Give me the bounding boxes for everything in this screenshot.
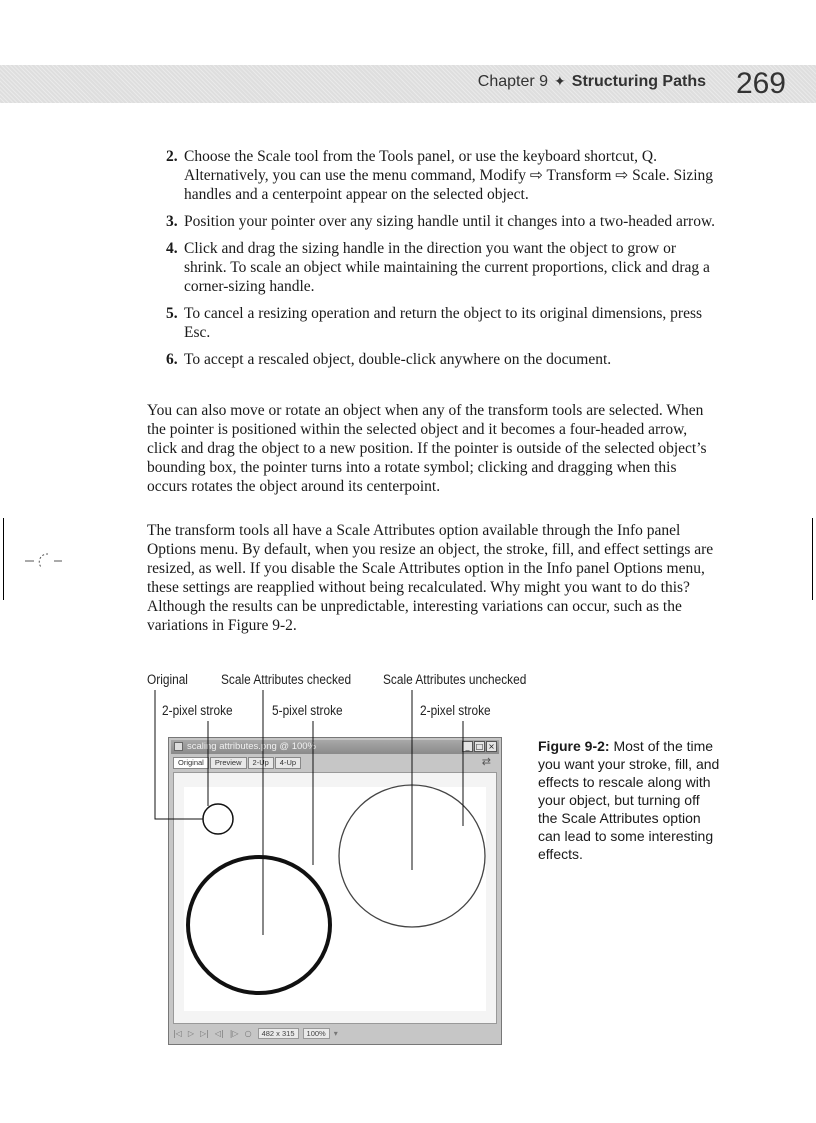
step-number: 5. — [166, 305, 178, 322]
step-number: 2. — [166, 148, 178, 165]
tab-4-up: 4-Up — [275, 757, 301, 769]
label-checked-stroke: 5-pixel stroke — [272, 703, 343, 718]
step-text: To cancel a resizing operation and return the object to its original dimensions, press Esc. — [184, 305, 703, 341]
scaled-circle-thick-stroke — [188, 857, 330, 993]
step-item — [166, 350, 716, 369]
document-canvas — [173, 772, 497, 1024]
revision-mark-icon — [24, 548, 68, 574]
tab-2-up: 2-Up — [248, 757, 274, 769]
image-preview-window — [168, 737, 502, 1045]
running-header — [0, 65, 816, 103]
app-icon — [174, 742, 183, 751]
step-text: Click and drag the sizing handle in the direction you want the object to grow or shrink. To scale an object while maintaining the current proportions, click and drag a corner-sizing handle. — [184, 240, 710, 295]
scaled-circle-thin-stroke — [339, 785, 485, 927]
step-item — [166, 212, 716, 231]
original-circle — [203, 804, 233, 834]
last-frame-icon: ▷| — [200, 1029, 209, 1038]
prev-frame-icon: ◁| — [214, 1029, 224, 1038]
window-title-bar — [171, 740, 499, 754]
close-icon: × — [486, 741, 497, 752]
minimize-icon: _ — [462, 741, 473, 752]
callout-lines — [155, 690, 463, 935]
caption-text: Most of the time you want your stroke, fill, and effects to rescale along with your object, but turning off the Scale Attributes option can lead to some interesting effects. — [538, 738, 720, 862]
step-text: To accept a rescaled object, double-click anywhere on the document. — [184, 351, 612, 368]
play-icon: ▷ — [187, 1029, 195, 1038]
step-number: 6. — [166, 351, 178, 368]
canvas-artboard — [184, 787, 486, 1011]
label-original-stroke: 2-pixel stroke — [162, 703, 233, 718]
step-list — [166, 147, 716, 377]
step-item — [166, 239, 716, 296]
caption-label: Figure 9-2: — [538, 738, 610, 754]
window-title: scaling attributes.png @ 100% — [187, 741, 316, 752]
header-chapter — [478, 73, 706, 91]
leader-original — [155, 690, 203, 819]
step-item — [166, 147, 716, 204]
label-original: Original — [147, 672, 188, 687]
window-status-bar — [173, 1027, 497, 1041]
label-unchecked-stroke: 2-pixel stroke — [420, 703, 491, 718]
step-number: 3. — [166, 213, 178, 230]
view-tabs — [173, 757, 302, 769]
margin-change-bar — [3, 518, 4, 600]
label-scale-unchecked: Scale Attributes unchecked — [383, 672, 527, 687]
next-frame-icon: |▷ — [229, 1029, 239, 1038]
chapter-label: Chapter 9 — [477, 73, 549, 90]
zoom-dropdown-icon: ▾ — [333, 1029, 338, 1038]
tab-preview: Preview — [210, 757, 247, 769]
zoom-readout: 100% — [303, 1028, 330, 1039]
body-paragraph: You can also move or rotate an object when any of the transform tools are selected. When the pointer is positioned within the selected object and it becomes a four-headed arrow, click and drag the object to a new position. If the pointer is outside of the selected object’s bounding box, the pointer turns into a rotate symbol; clicking and dragging when this occurs rotates the object around its centerpoint. — [147, 402, 707, 495]
step-item — [166, 304, 716, 342]
window-controls — [461, 741, 497, 755]
image-size-readout: 482 x 315 — [258, 1028, 299, 1039]
step-number: 4. — [166, 240, 178, 257]
margin-change-bar — [812, 518, 813, 600]
body-paragraph: The transform tools all have a Scale Attributes option available through the Info panel Options menu. By default, when you resize an object, the stroke, fill, and effect settings are resized, as well. If you disable the Scale Attributes option in the Info panel Options menu, these settings are reapplied without being recalculated. Why might you want to do this? Although the results can be unpredictable, interesting variations can occur, such as the variations in Figure 9-2. — [147, 522, 714, 634]
maximize-icon: □ — [475, 742, 484, 751]
section-title: Structuring Paths — [571, 73, 706, 90]
page-number: 269 — [735, 67, 786, 100]
label-scale-checked: Scale Attributes checked — [221, 672, 352, 687]
step-text: Position your pointer over any sizing handle until it changes into a two-headed arrow. — [184, 213, 716, 230]
figure-caption — [538, 737, 720, 863]
diamond-separator-icon: ✦ — [554, 73, 566, 89]
step-text: Choose the Scale tool from the Tools panel, or use the keyboard shortcut, Q. Alternatively, you can use the menu command, Modify ⇨ Transform ⇨ Scale. Sizing handles and a centerpoint appear on the selected object. — [184, 148, 714, 203]
first-frame-icon: |◁ — [173, 1029, 182, 1038]
loop-icon: ○ — [244, 1029, 252, 1038]
tab-original: Original — [173, 757, 209, 769]
navigate-icon: ⇄ — [481, 755, 491, 768]
